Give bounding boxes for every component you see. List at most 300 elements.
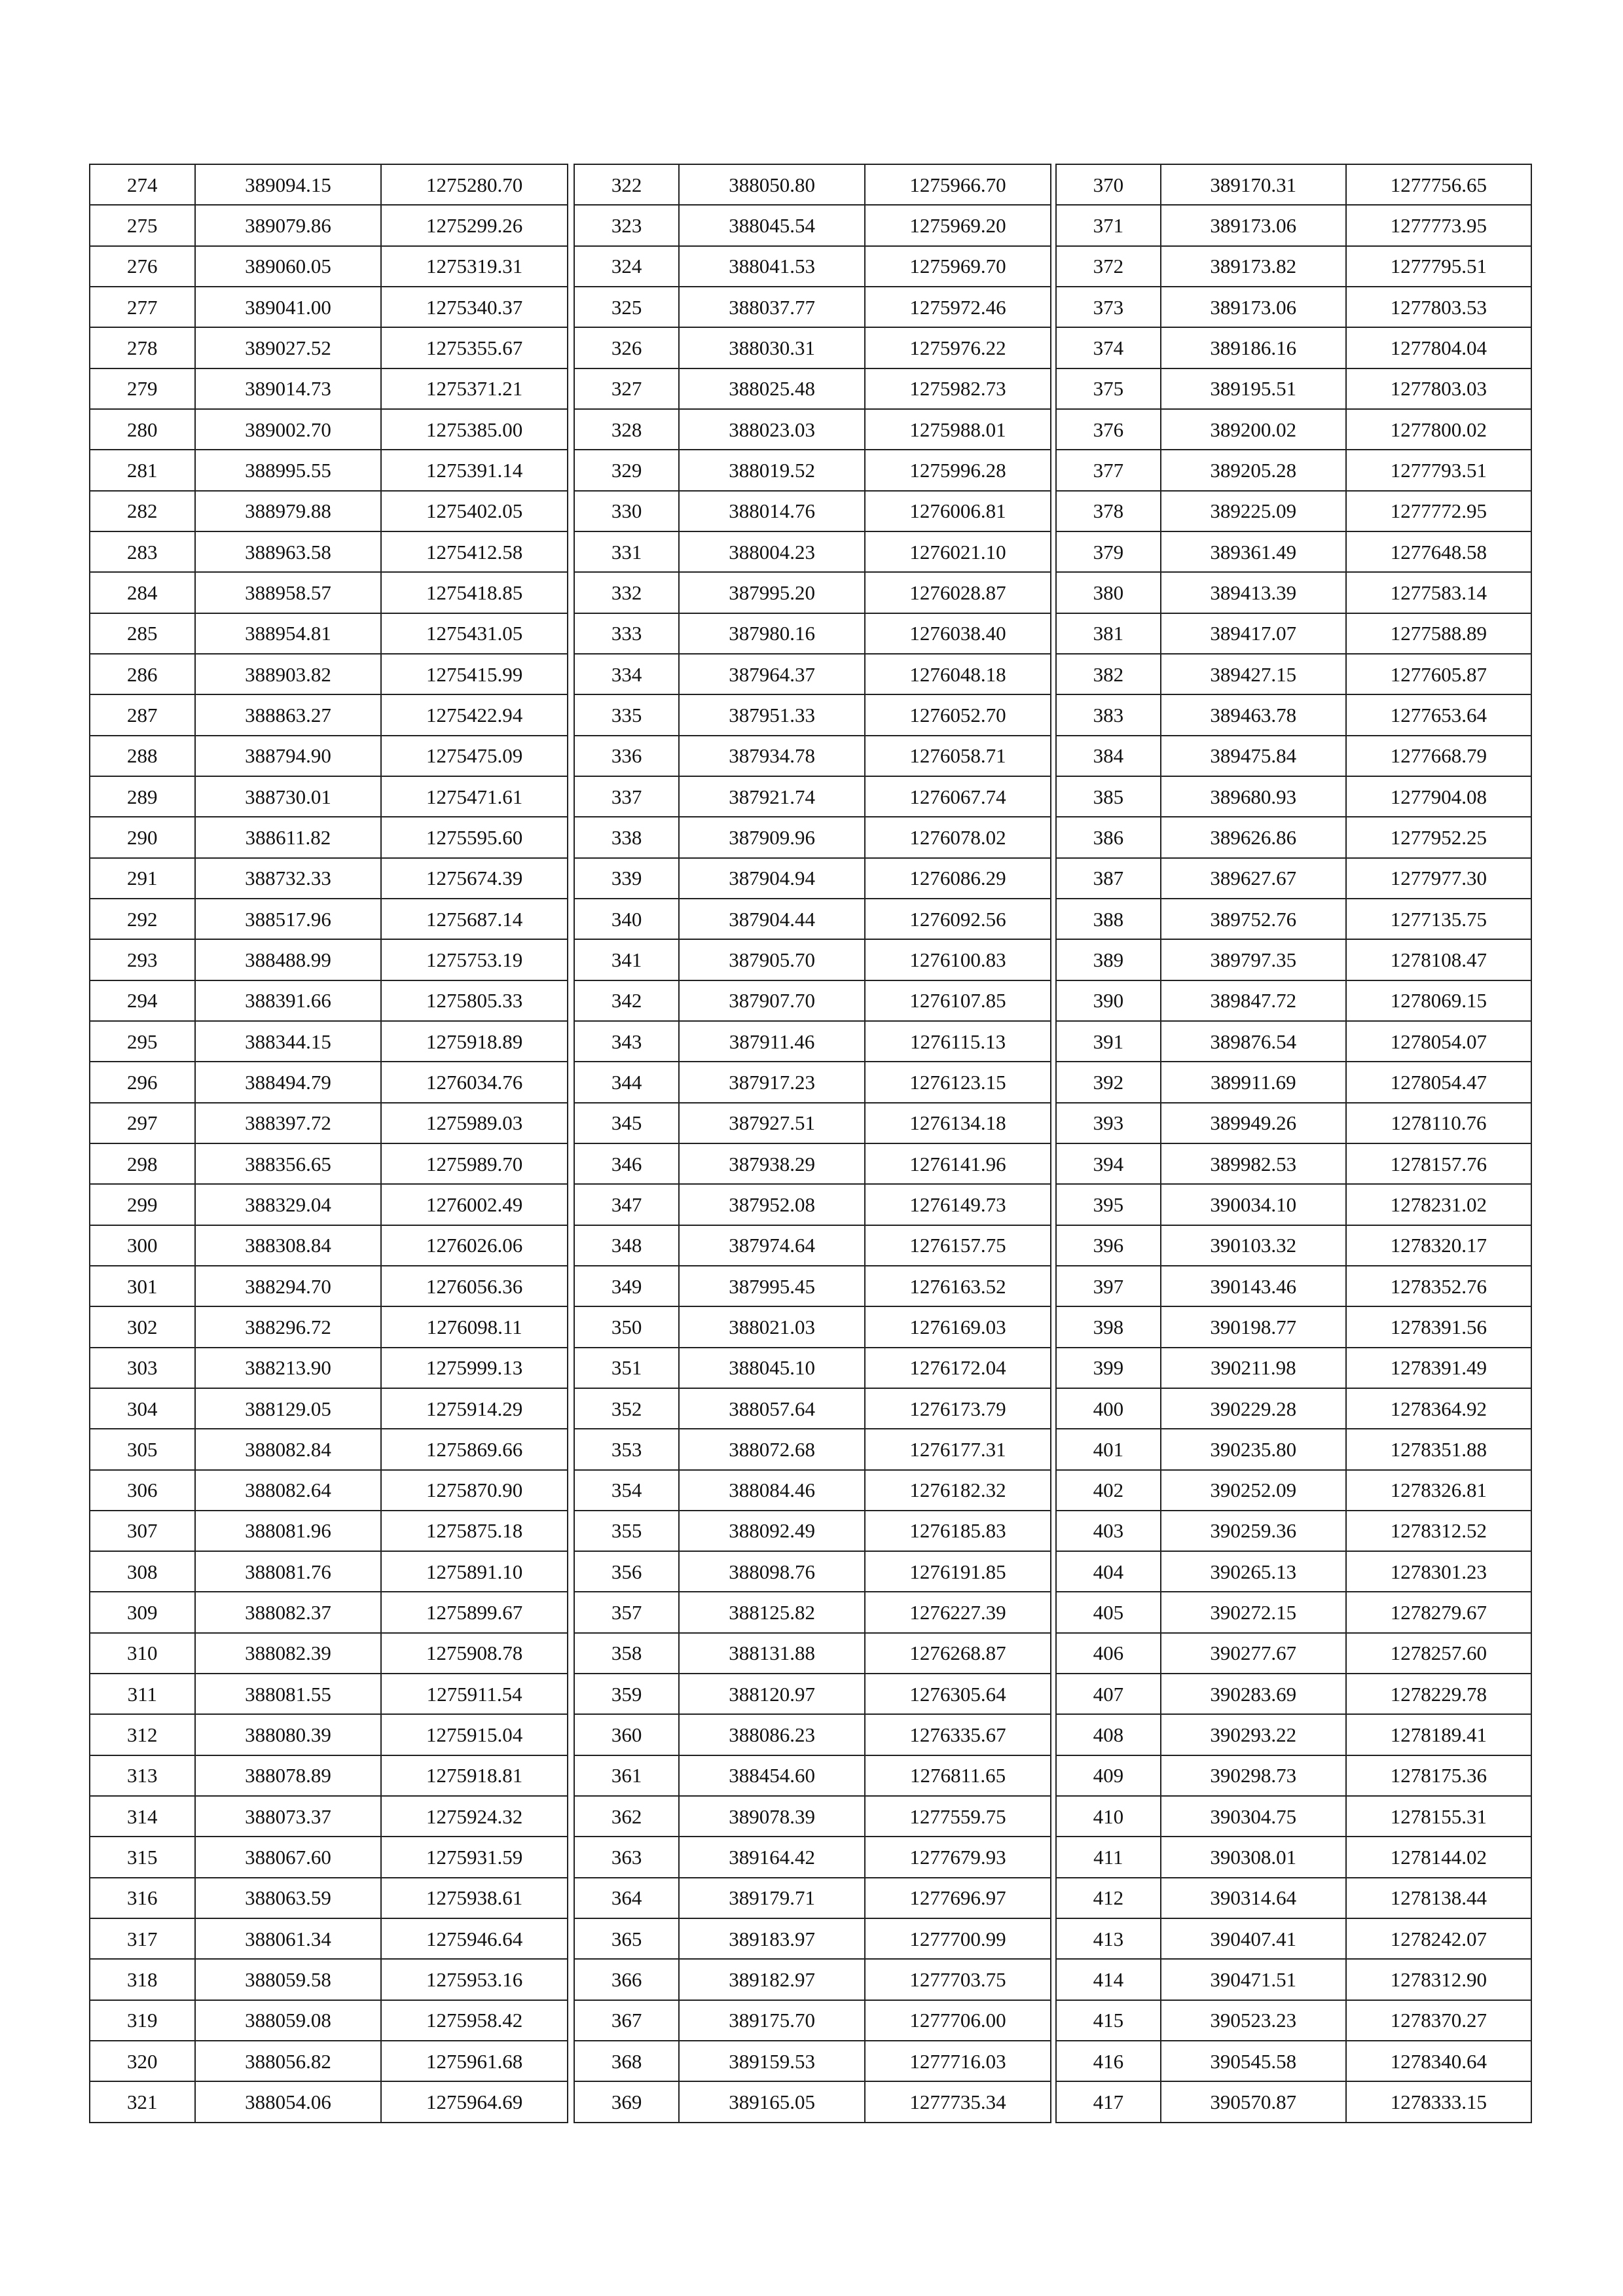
x-coordinate-cell: 388045.54 xyxy=(679,205,865,245)
table-row xyxy=(1056,1755,1531,1796)
y-coordinate-cell: 1277735.34 xyxy=(865,2081,1051,2123)
x-coordinate-cell: 389165.05 xyxy=(679,2081,865,2123)
x-coordinate-cell: 387921.74 xyxy=(679,776,865,817)
point-number-cell: 336 xyxy=(574,736,679,776)
x-coordinate-cell: 389173.06 xyxy=(1161,205,1346,245)
table-row xyxy=(574,694,1051,735)
y-coordinate-cell: 1275982.73 xyxy=(865,368,1051,409)
x-coordinate-cell: 388054.06 xyxy=(195,2081,382,2123)
y-coordinate-cell: 1275391.14 xyxy=(381,450,568,490)
table-row xyxy=(574,654,1051,694)
point-number-cell: 416 xyxy=(1056,2041,1161,2081)
x-coordinate-cell: 387934.78 xyxy=(679,736,865,776)
x-coordinate-cell: 389627.67 xyxy=(1161,858,1346,899)
point-number-cell: 316 xyxy=(90,1878,195,1918)
point-number-cell: 371 xyxy=(1056,205,1161,245)
x-coordinate-cell: 388517.96 xyxy=(195,899,382,939)
y-coordinate-cell: 1275385.00 xyxy=(381,409,568,450)
y-coordinate-cell: 1275958.42 xyxy=(381,2000,568,2041)
x-coordinate-cell: 388063.59 xyxy=(195,1878,382,1918)
x-coordinate-cell: 389164.42 xyxy=(679,1837,865,1877)
x-coordinate-cell: 389079.86 xyxy=(195,205,382,245)
table-row xyxy=(1056,613,1531,654)
table-row xyxy=(1056,1388,1531,1429)
point-number-cell: 320 xyxy=(90,2041,195,2081)
point-number-cell: 414 xyxy=(1056,1959,1161,2000)
point-number-cell: 281 xyxy=(90,450,195,490)
point-number-cell: 313 xyxy=(90,1755,195,1796)
point-number-cell: 338 xyxy=(574,817,679,857)
table-row xyxy=(90,327,568,368)
x-coordinate-cell: 389173.82 xyxy=(1161,246,1346,287)
table-row xyxy=(1056,531,1531,572)
table-row xyxy=(1056,368,1531,409)
y-coordinate-cell: 1278391.49 xyxy=(1346,1348,1531,1388)
y-coordinate-cell: 1278340.64 xyxy=(1346,2041,1531,2081)
x-coordinate-cell: 388086.23 xyxy=(679,1714,865,1755)
point-number-cell: 294 xyxy=(90,980,195,1021)
x-coordinate-cell: 388081.55 xyxy=(195,1674,382,1714)
table-row xyxy=(1056,694,1531,735)
x-coordinate-cell: 389175.70 xyxy=(679,2000,865,2041)
y-coordinate-cell: 1275805.33 xyxy=(381,980,568,1021)
table-row xyxy=(574,1592,1051,1632)
y-coordinate-cell: 1276268.87 xyxy=(865,1633,1051,1674)
y-coordinate-cell: 1275471.61 xyxy=(381,776,568,817)
y-coordinate-cell: 1278351.88 xyxy=(1346,1429,1531,1469)
x-coordinate-cell: 388125.82 xyxy=(679,1592,865,1632)
table-row xyxy=(1056,409,1531,450)
x-coordinate-cell: 388072.68 xyxy=(679,1429,865,1469)
table-row xyxy=(1056,1470,1531,1511)
point-number-cell: 297 xyxy=(90,1103,195,1143)
x-coordinate-cell: 389014.73 xyxy=(195,368,382,409)
y-coordinate-cell: 1278157.76 xyxy=(1346,1143,1531,1184)
table-row xyxy=(1056,2041,1531,2081)
x-coordinate-cell: 387904.94 xyxy=(679,858,865,899)
point-number-cell: 275 xyxy=(90,205,195,245)
coordinate-table-sheet xyxy=(89,164,1532,2123)
y-coordinate-cell: 1275931.59 xyxy=(381,1837,568,1877)
x-coordinate-cell: 390252.09 xyxy=(1161,1470,1346,1511)
y-coordinate-cell: 1276169.03 xyxy=(865,1306,1051,1347)
y-coordinate-cell: 1275918.89 xyxy=(381,1021,568,1062)
table-row xyxy=(574,1429,1051,1469)
x-coordinate-cell: 388296.72 xyxy=(195,1306,382,1347)
y-coordinate-cell: 1278320.17 xyxy=(1346,1225,1531,1266)
y-coordinate-cell: 1277668.79 xyxy=(1346,736,1531,776)
y-coordinate-cell: 1278069.15 xyxy=(1346,980,1531,1021)
table-row xyxy=(90,491,568,531)
y-coordinate-cell: 1276078.02 xyxy=(865,817,1051,857)
table-row xyxy=(574,246,1051,287)
x-coordinate-cell: 388098.76 xyxy=(679,1551,865,1592)
y-coordinate-cell: 1278229.78 xyxy=(1346,1674,1531,1714)
y-coordinate-cell: 1275915.04 xyxy=(381,1714,568,1755)
point-number-cell: 363 xyxy=(574,1837,679,1877)
x-coordinate-cell: 387995.45 xyxy=(679,1266,865,1306)
point-number-cell: 312 xyxy=(90,1714,195,1755)
y-coordinate-cell: 1278108.47 xyxy=(1346,939,1531,980)
point-number-cell: 303 xyxy=(90,1348,195,1388)
point-number-cell: 322 xyxy=(574,164,679,205)
point-number-cell: 308 xyxy=(90,1551,195,1592)
x-coordinate-cell: 389183.97 xyxy=(679,1918,865,1959)
point-number-cell: 341 xyxy=(574,939,679,980)
x-coordinate-cell: 388129.05 xyxy=(195,1388,382,1429)
point-number-cell: 301 xyxy=(90,1266,195,1306)
table-row xyxy=(574,450,1051,490)
point-number-cell: 353 xyxy=(574,1429,679,1469)
y-coordinate-cell: 1275371.21 xyxy=(381,368,568,409)
table-row xyxy=(1056,1674,1531,1714)
y-coordinate-cell: 1276134.18 xyxy=(865,1103,1051,1143)
x-coordinate-cell: 388120.97 xyxy=(679,1674,865,1714)
point-number-cell: 364 xyxy=(574,1878,679,1918)
y-coordinate-cell: 1276305.64 xyxy=(865,1674,1051,1714)
y-coordinate-cell: 1276123.15 xyxy=(865,1062,1051,1102)
y-coordinate-cell: 1278138.44 xyxy=(1346,1878,1531,1918)
point-number-cell: 337 xyxy=(574,776,679,817)
y-coordinate-cell: 1275966.70 xyxy=(865,164,1051,205)
table-row xyxy=(90,2041,568,2081)
x-coordinate-cell: 388019.52 xyxy=(679,450,865,490)
table-row xyxy=(1056,287,1531,327)
point-number-cell: 290 xyxy=(90,817,195,857)
x-coordinate-cell: 388037.77 xyxy=(679,287,865,327)
point-number-cell: 277 xyxy=(90,287,195,327)
table-row xyxy=(574,613,1051,654)
y-coordinate-cell: 1277583.14 xyxy=(1346,572,1531,613)
x-coordinate-cell: 388494.79 xyxy=(195,1062,382,1102)
table-row xyxy=(90,1918,568,1959)
x-coordinate-cell: 388794.90 xyxy=(195,736,382,776)
x-coordinate-cell: 388454.60 xyxy=(679,1755,865,1796)
point-number-cell: 389 xyxy=(1056,939,1161,980)
table-row xyxy=(574,1633,1051,1674)
y-coordinate-cell: 1276092.56 xyxy=(865,899,1051,939)
point-number-cell: 383 xyxy=(1056,694,1161,735)
point-number-cell: 333 xyxy=(574,613,679,654)
x-coordinate-cell: 389361.49 xyxy=(1161,531,1346,572)
x-coordinate-cell: 388025.48 xyxy=(679,368,865,409)
table-row xyxy=(90,1674,568,1714)
x-coordinate-cell: 388995.55 xyxy=(195,450,382,490)
y-coordinate-cell: 1277803.53 xyxy=(1346,287,1531,327)
y-coordinate-cell: 1275299.26 xyxy=(381,205,568,245)
table-row xyxy=(90,736,568,776)
x-coordinate-cell: 388041.53 xyxy=(679,246,865,287)
point-number-cell: 340 xyxy=(574,899,679,939)
point-number-cell: 398 xyxy=(1056,1306,1161,1347)
point-number-cell: 369 xyxy=(574,2081,679,2123)
point-number-cell: 361 xyxy=(574,1755,679,1796)
x-coordinate-cell: 389179.71 xyxy=(679,1878,865,1918)
x-coordinate-cell: 388056.82 xyxy=(195,2041,382,2081)
y-coordinate-cell: 1276191.85 xyxy=(865,1551,1051,1592)
x-coordinate-cell: 389170.31 xyxy=(1161,164,1346,205)
y-coordinate-cell: 1275753.19 xyxy=(381,939,568,980)
point-number-cell: 354 xyxy=(574,1470,679,1511)
x-coordinate-cell: 389797.35 xyxy=(1161,939,1346,980)
x-coordinate-cell: 389847.72 xyxy=(1161,980,1346,1021)
y-coordinate-cell: 1276028.87 xyxy=(865,572,1051,613)
x-coordinate-cell: 388356.65 xyxy=(195,1143,382,1184)
x-coordinate-cell: 388391.66 xyxy=(195,980,382,1021)
y-coordinate-cell: 1277803.03 xyxy=(1346,368,1531,409)
x-coordinate-cell: 388488.99 xyxy=(195,939,382,980)
point-number-cell: 311 xyxy=(90,1674,195,1714)
table-row xyxy=(1056,1021,1531,1062)
x-coordinate-cell: 389463.78 xyxy=(1161,694,1346,735)
point-number-cell: 359 xyxy=(574,1674,679,1714)
x-coordinate-cell: 388397.72 xyxy=(195,1103,382,1143)
point-number-cell: 306 xyxy=(90,1470,195,1511)
y-coordinate-cell: 1277588.89 xyxy=(1346,613,1531,654)
y-coordinate-cell: 1275996.28 xyxy=(865,450,1051,490)
point-number-cell: 278 xyxy=(90,327,195,368)
table-row xyxy=(1056,1306,1531,1347)
point-number-cell: 406 xyxy=(1056,1633,1161,1674)
table-row xyxy=(90,694,568,735)
table-row xyxy=(90,1592,568,1632)
x-coordinate-cell: 387904.44 xyxy=(679,899,865,939)
table-row xyxy=(574,1796,1051,1837)
y-coordinate-cell: 1275914.29 xyxy=(381,1388,568,1429)
point-number-cell: 405 xyxy=(1056,1592,1161,1632)
y-coordinate-cell: 1276052.70 xyxy=(865,694,1051,735)
x-coordinate-cell: 389911.69 xyxy=(1161,1062,1346,1102)
x-coordinate-cell: 388084.46 xyxy=(679,1470,865,1511)
y-coordinate-cell: 1275908.78 xyxy=(381,1633,568,1674)
table-row xyxy=(90,1633,568,1674)
x-coordinate-cell: 390229.28 xyxy=(1161,1388,1346,1429)
table-row xyxy=(574,899,1051,939)
x-coordinate-cell: 390235.80 xyxy=(1161,1429,1346,1469)
table-row xyxy=(90,1266,568,1306)
point-number-cell: 393 xyxy=(1056,1103,1161,1143)
table-row xyxy=(574,817,1051,857)
y-coordinate-cell: 1278155.31 xyxy=(1346,1796,1531,1837)
x-coordinate-cell: 388081.76 xyxy=(195,1551,382,1592)
x-coordinate-cell: 390304.75 xyxy=(1161,1796,1346,1837)
y-coordinate-cell: 1275924.32 xyxy=(381,1796,568,1837)
coordinate-table-block xyxy=(89,164,568,2123)
point-number-cell: 321 xyxy=(90,2081,195,2123)
point-number-cell: 357 xyxy=(574,1592,679,1632)
table-row xyxy=(574,1103,1051,1143)
table-row xyxy=(1056,164,1531,205)
table-row xyxy=(1056,1429,1531,1469)
point-number-cell: 309 xyxy=(90,1592,195,1632)
x-coordinate-cell: 388344.15 xyxy=(195,1021,382,1062)
x-coordinate-cell: 387905.70 xyxy=(679,939,865,980)
x-coordinate-cell: 387980.16 xyxy=(679,613,865,654)
x-coordinate-cell: 388080.39 xyxy=(195,1714,382,1755)
table-row xyxy=(1056,491,1531,531)
table-row xyxy=(574,491,1051,531)
y-coordinate-cell: 1275918.81 xyxy=(381,1755,568,1796)
table-row xyxy=(90,1021,568,1062)
y-coordinate-cell: 1275988.01 xyxy=(865,409,1051,450)
x-coordinate-cell: 389876.54 xyxy=(1161,1021,1346,1062)
y-coordinate-cell: 1275355.67 xyxy=(381,327,568,368)
point-number-cell: 362 xyxy=(574,1796,679,1837)
point-number-cell: 399 xyxy=(1056,1348,1161,1388)
table-row xyxy=(1056,736,1531,776)
x-coordinate-cell: 388059.08 xyxy=(195,2000,382,2041)
table-row xyxy=(90,531,568,572)
point-number-cell: 417 xyxy=(1056,2081,1161,2123)
point-number-cell: 280 xyxy=(90,409,195,450)
table-row xyxy=(90,1551,568,1592)
x-coordinate-cell: 388045.10 xyxy=(679,1348,865,1388)
table-row xyxy=(1056,980,1531,1021)
table-row xyxy=(90,776,568,817)
point-number-cell: 315 xyxy=(90,1837,195,1877)
x-coordinate-cell: 388213.90 xyxy=(195,1348,382,1388)
x-coordinate-cell: 387917.23 xyxy=(679,1062,865,1102)
point-number-cell: 403 xyxy=(1056,1511,1161,1551)
table-row xyxy=(574,1551,1051,1592)
point-number-cell: 410 xyxy=(1056,1796,1161,1837)
x-coordinate-cell: 389752.76 xyxy=(1161,899,1346,939)
y-coordinate-cell: 1275899.67 xyxy=(381,1592,568,1632)
x-coordinate-cell: 387911.46 xyxy=(679,1021,865,1062)
table-row xyxy=(1056,1143,1531,1184)
y-coordinate-cell: 1278312.90 xyxy=(1346,1959,1531,2000)
table-row xyxy=(574,1266,1051,1306)
x-coordinate-cell: 389982.53 xyxy=(1161,1143,1346,1184)
table-row xyxy=(574,939,1051,980)
point-number-cell: 331 xyxy=(574,531,679,572)
x-coordinate-cell: 387951.33 xyxy=(679,694,865,735)
table-row xyxy=(90,1796,568,1837)
point-number-cell: 351 xyxy=(574,1348,679,1388)
table-row xyxy=(90,1143,568,1184)
table-row xyxy=(574,1306,1051,1347)
y-coordinate-cell: 1275687.14 xyxy=(381,899,568,939)
x-coordinate-cell: 390407.41 xyxy=(1161,1918,1346,1959)
point-number-cell: 373 xyxy=(1056,287,1161,327)
table-row xyxy=(574,1511,1051,1551)
table-row xyxy=(90,1225,568,1266)
y-coordinate-cell: 1277800.02 xyxy=(1346,409,1531,450)
point-number-cell: 385 xyxy=(1056,776,1161,817)
y-coordinate-cell: 1276100.83 xyxy=(865,939,1051,980)
x-coordinate-cell: 389186.16 xyxy=(1161,327,1346,368)
point-number-cell: 279 xyxy=(90,368,195,409)
table-row xyxy=(90,980,568,1021)
x-coordinate-cell: 388954.81 xyxy=(195,613,382,654)
y-coordinate-cell: 1277679.93 xyxy=(865,1837,1051,1877)
y-coordinate-cell: 1277756.65 xyxy=(1346,164,1531,205)
point-number-cell: 314 xyxy=(90,1796,195,1837)
y-coordinate-cell: 1278144.02 xyxy=(1346,1837,1531,1877)
x-coordinate-cell: 388082.84 xyxy=(195,1429,382,1469)
y-coordinate-cell: 1275891.10 xyxy=(381,1551,568,1592)
point-number-cell: 355 xyxy=(574,1511,679,1551)
y-coordinate-cell: 1276021.10 xyxy=(865,531,1051,572)
y-coordinate-cell: 1276811.65 xyxy=(865,1755,1051,1796)
x-coordinate-cell: 390471.51 xyxy=(1161,1959,1346,2000)
point-number-cell: 394 xyxy=(1056,1143,1161,1184)
x-coordinate-cell: 389413.39 xyxy=(1161,572,1346,613)
table-row xyxy=(90,1103,568,1143)
point-number-cell: 282 xyxy=(90,491,195,531)
point-number-cell: 328 xyxy=(574,409,679,450)
point-number-cell: 292 xyxy=(90,899,195,939)
x-coordinate-cell: 388082.64 xyxy=(195,1470,382,1511)
y-coordinate-cell: 1278370.27 xyxy=(1346,2000,1531,2041)
point-number-cell: 296 xyxy=(90,1062,195,1102)
table-row xyxy=(1056,1918,1531,1959)
point-number-cell: 274 xyxy=(90,164,195,205)
table-row xyxy=(90,287,568,327)
x-coordinate-cell: 388078.89 xyxy=(195,1755,382,1796)
y-coordinate-cell: 1275989.03 xyxy=(381,1103,568,1143)
x-coordinate-cell: 388092.49 xyxy=(679,1511,865,1551)
y-coordinate-cell: 1278312.52 xyxy=(1346,1511,1531,1551)
y-coordinate-cell: 1275870.90 xyxy=(381,1470,568,1511)
y-coordinate-cell: 1277559.75 xyxy=(865,1796,1051,1837)
table-row xyxy=(1056,1633,1531,1674)
y-coordinate-cell: 1278301.23 xyxy=(1346,1551,1531,1592)
point-number-cell: 347 xyxy=(574,1184,679,1225)
x-coordinate-cell: 389159.53 xyxy=(679,2041,865,2081)
y-coordinate-cell: 1275946.64 xyxy=(381,1918,568,1959)
y-coordinate-cell: 1278110.76 xyxy=(1346,1103,1531,1143)
y-coordinate-cell: 1276006.81 xyxy=(865,491,1051,531)
table-row xyxy=(574,858,1051,899)
table-row xyxy=(1056,1714,1531,1755)
table-row xyxy=(1056,1878,1531,1918)
point-number-cell: 381 xyxy=(1056,613,1161,654)
point-number-cell: 335 xyxy=(574,694,679,735)
table-row xyxy=(90,368,568,409)
point-number-cell: 408 xyxy=(1056,1714,1161,1755)
point-number-cell: 295 xyxy=(90,1021,195,1062)
point-number-cell: 276 xyxy=(90,246,195,287)
table-row xyxy=(574,1918,1051,1959)
y-coordinate-cell: 1275280.70 xyxy=(381,164,568,205)
point-number-cell: 286 xyxy=(90,654,195,694)
point-number-cell: 397 xyxy=(1056,1266,1161,1306)
y-coordinate-cell: 1276026.06 xyxy=(381,1225,568,1266)
y-coordinate-cell: 1275319.31 xyxy=(381,246,568,287)
point-number-cell: 391 xyxy=(1056,1021,1161,1062)
x-coordinate-cell: 388082.37 xyxy=(195,1592,382,1632)
point-number-cell: 329 xyxy=(574,450,679,490)
table-row xyxy=(1056,1348,1531,1388)
point-number-cell: 395 xyxy=(1056,1184,1161,1225)
table-row xyxy=(90,1837,568,1877)
table-row xyxy=(574,1674,1051,1714)
point-number-cell: 323 xyxy=(574,205,679,245)
table-row xyxy=(1056,1103,1531,1143)
x-coordinate-cell: 389200.02 xyxy=(1161,409,1346,450)
x-coordinate-cell: 388903.82 xyxy=(195,654,382,694)
x-coordinate-cell: 390259.36 xyxy=(1161,1511,1346,1551)
x-coordinate-cell: 389041.00 xyxy=(195,287,382,327)
y-coordinate-cell: 1275964.69 xyxy=(381,2081,568,2123)
point-number-cell: 407 xyxy=(1056,1674,1161,1714)
x-coordinate-cell: 388067.60 xyxy=(195,1837,382,1877)
table-row xyxy=(1056,1225,1531,1266)
point-number-cell: 330 xyxy=(574,491,679,531)
y-coordinate-cell: 1277706.00 xyxy=(865,2000,1051,2041)
coordinate-table-block xyxy=(1055,164,1532,2123)
